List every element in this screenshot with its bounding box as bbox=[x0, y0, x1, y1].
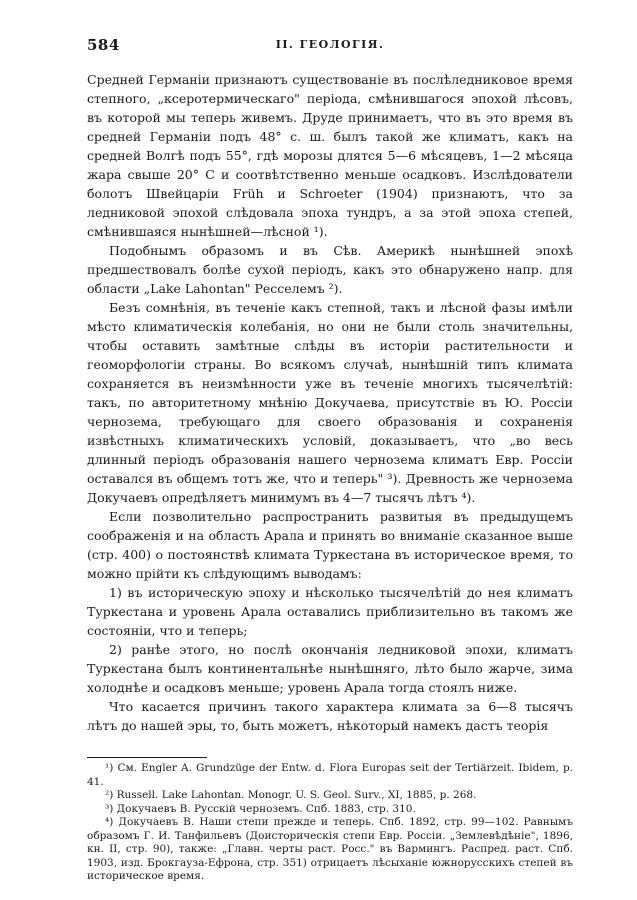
footnote: ¹) См. Engler A. Grundzüge der Entw. d. Flora Europas seit der Tertiärzeit. Ibidem, p. 41. bbox=[87, 762, 573, 788]
paragraph: Если позволительно распространить развитыя въ предыдущемъ соображенія и на область Арала и принять во вниманіе сказанное выше (стр. 400) о постоянствѣ климата Туркестана въ историческое время, то можно прійти къ слѣдующимъ выводамъ: bbox=[87, 509, 573, 581]
footnote: ³) Докучаевъ В. Русскій черноземъ. Спб. 1883, стр. 310. bbox=[105, 802, 416, 815]
paragraph: Безъ сомнѣнія, въ теченіе какъ степной, такъ и лѣсной фазы имѣли мѣсто климатическія колебанія, но они не были столь значительны, чтобы оставить замѣтные слѣды въ исторіи растительности и геоморфологіи страны. Во всякомъ случаѣ, нынѣшній типъ климата сохраняется въ неизмѣнности уже въ теченіе многихъ тысячелѣтій: такъ, по авторитетному мнѣнію Докучаева, присутствіе въ Ю. Россіи чернозема, требующаго для своего образованія и сохраненія извѣстныхъ климатическихъ условій, доказываетъ, что „во весь длинный періодъ образованія нашего чернозема климатъ Евр. Россіи оставался въ общемъ тотъ же, что и теперь" ³). Древность же чернозема Докучаевъ опредѣляетъ минимумъ въ 4—7 тысячъ лѣтъ ⁴). bbox=[87, 300, 573, 505]
main-text bbox=[87, 70, 573, 735]
footnote: ²) Russell. Lake Lahontan. Monogr. U. S. Geol. Surv., XI, 1885, p. 268. bbox=[105, 789, 477, 801]
running-head: II. ГЕОЛОГІЯ. bbox=[275, 38, 385, 51]
paragraph: Средней Германіи признаютъ существованіе въ послѣледниковое время степного, „ксеротермическаго" періода, смѣнившагося эпохой лѣсовъ, въ которой мы теперь живемъ. Друде принимаетъ, что въ это время въ средней Германіи подъ 48° с. ш. былъ такой же климатъ, какъ на средней Волгѣ подъ 55°, гдѣ морозы длятся 5—6 мѣсяцевъ, 1—2 мѣсяца жара свыше 20° С и соотвѣтственно меньше осадковъ. Изслѣдователи болотъ Швейцаріи Früh и Schroeter (1904) признаютъ, что за ледниковой эпохой слѣдовала эпоха тундръ, а за этой эпоха степей, смѣнившаяся нынѣшней—лѣсной ¹). bbox=[87, 72, 573, 239]
conclusion-item: 2) ранѣе этого, но послѣ окончанія ледниковой эпохи, климатъ Туркестана былъ континентальнѣе нынѣшняго, лѣто было жарче, зима холоднѣе и осадковъ меньше; уровень Арала тогда стоялъ ниже. bbox=[87, 642, 573, 695]
footnotes bbox=[87, 762, 573, 884]
footnote: ⁴) Докучаевъ В. Наши степи прежде и теперь. Спб. 1892, стр. 99—102. Равнымъ образомъ Г. И. Танфильевъ (Доисторическія степи Евр. Россіи. „Землевѣдѣніе", 1896, кн. II, стр. 90), также: „Главн. черты раст. Росс." въ Вармингъ. Распред. раст. Спб. 1903, изд. Брокгауза-Ефрона, стр. 351) отрицаетъ лѣсыханіе южнорусскихъ степей въ историческое время. bbox=[87, 816, 573, 882]
paragraph: Что касается причинъ такого характера климата за 6—8 тысячъ лѣтъ до нашей эры, то, быть можетъ, нѣкоторый намекъ дастъ теорія bbox=[87, 699, 573, 733]
page-header bbox=[87, 30, 573, 56]
paragraph: Подобнымъ образомъ и въ Сѣв. Америкѣ нынѣшней эпохѣ предшествовалъ болѣе сухой періодъ, какъ это обнаружено напр. для области „Lake Lahontan" Ресселемъ ²). bbox=[87, 243, 573, 296]
footnote-divider bbox=[87, 757, 207, 758]
conclusion-item: 1) въ историческую эпоху и нѣсколько тысячелѣтій до нея климатъ Туркестана и уровень Арала оставались приблизительно въ такомъ же состояніи, что и теперь; bbox=[87, 585, 573, 638]
page-number: 584 bbox=[87, 36, 120, 54]
